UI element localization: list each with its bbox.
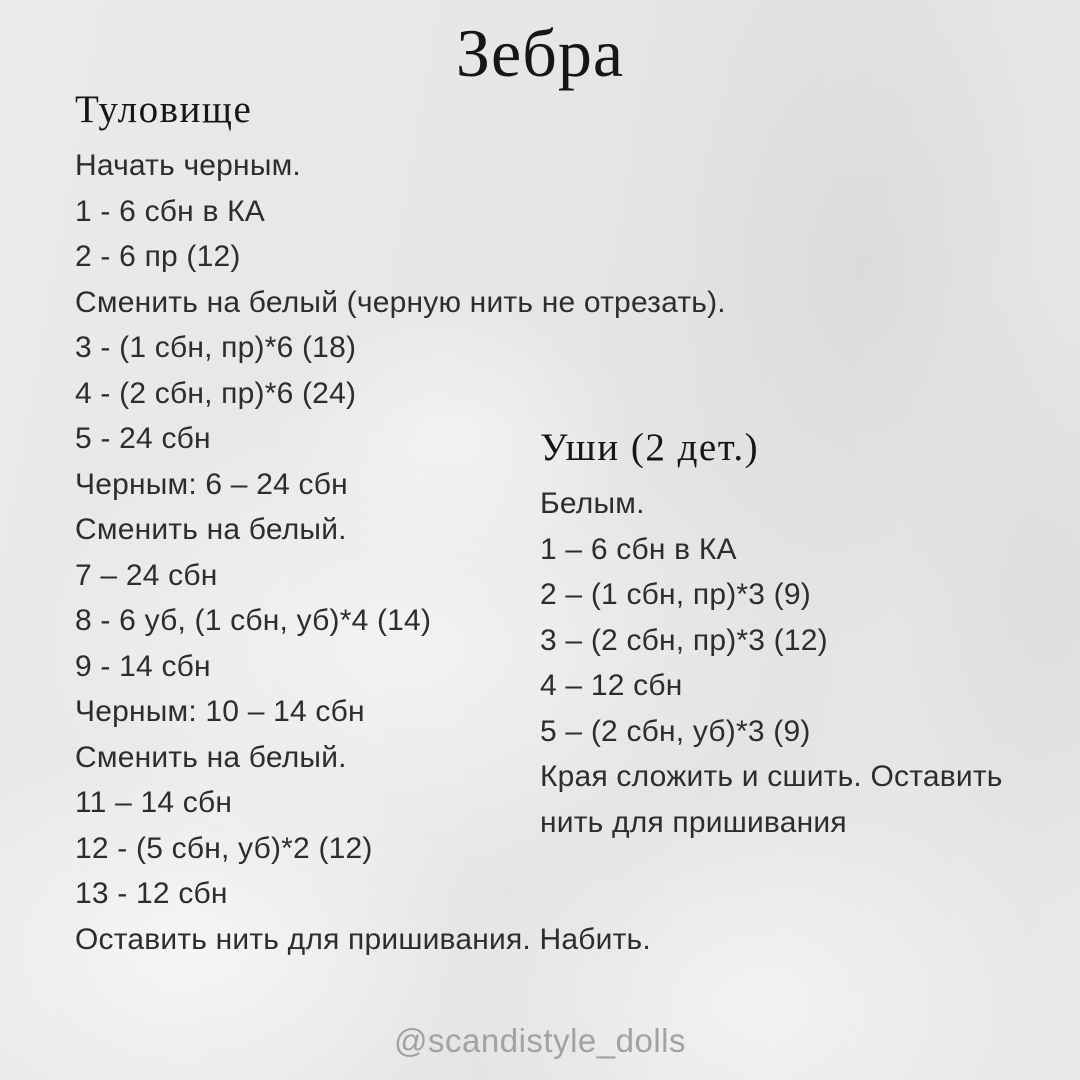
instruction-line: Сменить на белый. xyxy=(75,513,347,546)
instruction-line: Черным: 10 – 14 сбн xyxy=(75,695,365,728)
instruction-line: 7 – 24 сбн xyxy=(75,558,218,592)
instruction-line: 5 - 24 сбн xyxy=(75,422,211,455)
instruction-line: 5 – (2 сбн, уб)*3 (9) xyxy=(540,714,811,748)
instruction-line: 12 - (5 сбн, уб)*2 (12) xyxy=(75,831,373,865)
instruction-line: Края сложить и сшить. Оставить нить для пришивания xyxy=(540,760,1003,839)
instruction-line: 13 - 12 сбн xyxy=(75,877,228,910)
page-title: Зебра xyxy=(455,15,625,91)
instruction-line: Белым. xyxy=(540,487,645,520)
instruction-line: Начать черным. xyxy=(75,149,301,182)
instruction-line: 11 – 14 сбн xyxy=(75,786,233,819)
instruction-line: Оставить нить для пришивания. Набить. xyxy=(75,922,651,956)
instruction-line: 4 - (2 сбн, пр)*6 (24) xyxy=(75,376,357,410)
instruction-line: Сменить на белый. xyxy=(75,740,347,774)
instruction-line: 8 - 6 уб, (1 сбн, уб)*4 (14) xyxy=(75,604,432,637)
instruction-line: 2 – (1 сбн, пр)*3 (9) xyxy=(540,578,811,611)
section-ears xyxy=(540,422,1040,845)
section-heading-body: Туловище xyxy=(75,88,253,131)
instruction-line: 4 – 12 сбн xyxy=(540,669,683,702)
instruction-line: 1 – 6 сбн в КА xyxy=(540,532,737,566)
section-heading-ears: Уши (2 дет.) xyxy=(540,426,760,469)
instruction-line: 9 - 14 сбн xyxy=(75,649,211,683)
instruction-line: Сменить на белый (черную нить не отрезать). xyxy=(75,285,726,319)
instruction-line: 2 - 6 пр (12) xyxy=(75,240,241,273)
instruction-line: Черным: 6 – 24 сбн xyxy=(75,467,348,501)
instruction-line: 1 - 6 сбн в КА xyxy=(75,194,266,228)
instruction-line: 3 - (1 сбн, пр)*6 (18) xyxy=(75,331,357,364)
ears-instruction-list xyxy=(540,481,1040,845)
watermark: @scandistyle_dolls xyxy=(394,1022,686,1059)
instruction-line: 3 – (2 сбн, пр)*3 (12) xyxy=(540,623,828,657)
